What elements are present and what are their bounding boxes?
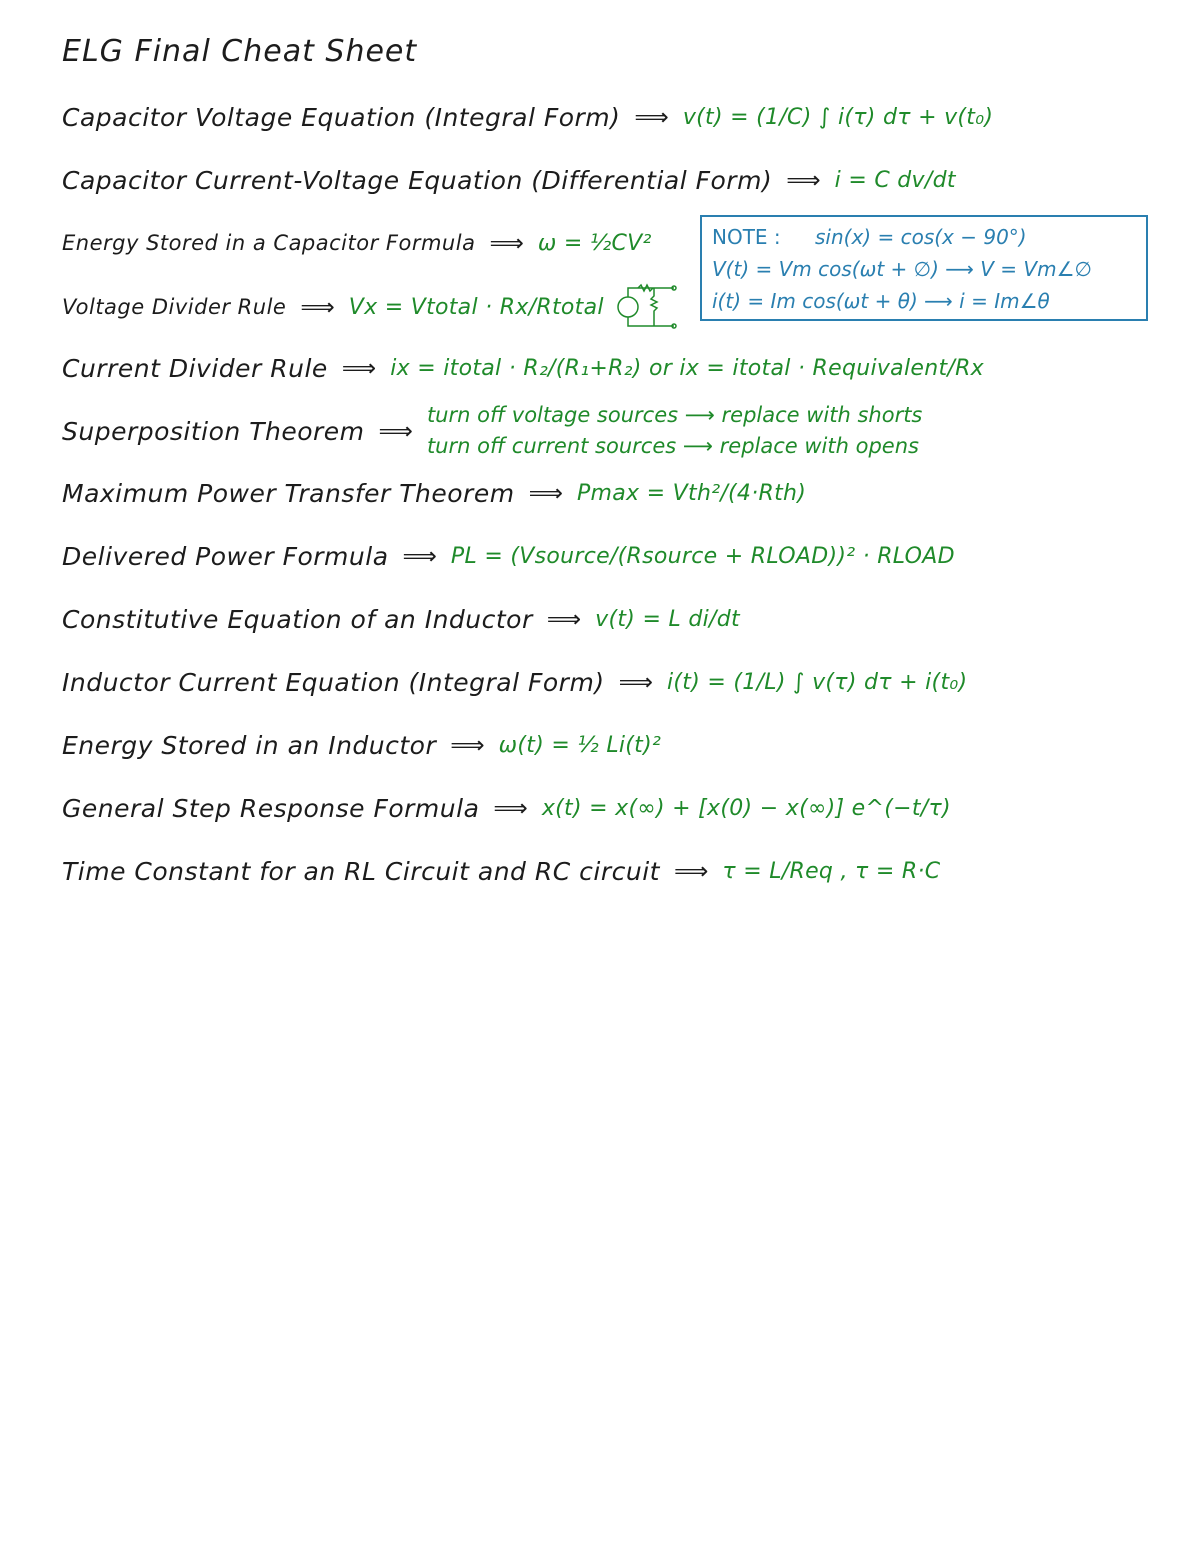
implies-arrow: ⟹ <box>528 479 563 507</box>
implies-arrow: ⟹ <box>300 293 335 321</box>
implies-arrow: ⟹ <box>546 605 582 633</box>
formula-row <box>62 594 740 644</box>
formula-row <box>62 783 951 833</box>
formula-equation: Pmax = Vth²/(4·Rth) <box>576 480 807 506</box>
formula-label: Time Constant for an RL Circuit and RC circuit <box>62 856 660 886</box>
formula-row <box>62 343 984 393</box>
implies-arrow: ⟹ <box>489 229 524 257</box>
formula-row <box>62 846 940 896</box>
implies-arrow: ⟹ <box>402 542 437 570</box>
note-line: i(t) = Im cos(ωt + θ) ⟶ i = Im∠θ <box>712 289 1050 313</box>
formula-row <box>62 720 661 770</box>
voltage-divider-circuit-icon <box>616 282 680 332</box>
formula-equation: ω = ½CV² <box>537 230 652 256</box>
formula-equation: τ = L/Req , τ = R·C <box>722 858 941 884</box>
formula-row <box>62 400 922 462</box>
formula-label: Constitutive Equation of an Inductor <box>62 604 533 634</box>
formula-row <box>62 155 956 205</box>
implies-arrow: ⟹ <box>786 166 821 194</box>
note-line <box>712 221 1136 253</box>
formula-equation: Vx = Vtotal · Rx/Rtotal <box>348 294 604 320</box>
formula-equation: i = C dv/dt <box>834 167 956 193</box>
formula-equation: PL = (Vsource/(Rsource + RLOAD))² · RLOAD <box>450 543 955 569</box>
implies-arrow: ⟹ <box>493 794 528 822</box>
note-line: V(t) = Vm cos(ωt + ∅) ⟶ V = Vm∠∅ <box>712 257 1092 281</box>
formula-label: Capacitor Current-Voltage Equation (Differential Form) <box>62 165 773 195</box>
formula-label: General Step Response Formula <box>62 793 480 823</box>
formula-row <box>62 218 652 268</box>
formula-equation: ω(t) = ½ Li(t)² <box>498 732 662 758</box>
superposition-step: turn off voltage sources ⟶ replace with shorts <box>426 403 923 427</box>
implies-arrow: ⟹ <box>341 354 377 382</box>
formula-label: Inductor Current Equation (Integral Form) <box>62 667 605 697</box>
formula-equation: v(t) = L di/dt <box>595 606 740 632</box>
formula-label: Maximum Power Transfer Theorem <box>62 478 515 508</box>
implies-arrow: ⟹ <box>378 417 413 445</box>
formula-label: Current Divider Rule <box>62 353 328 383</box>
formula-label: Voltage Divider Rule <box>62 295 287 319</box>
formula-equation: i(t) = (1/L) ∫ v(τ) dτ + i(t₀) <box>666 669 968 695</box>
formula-row <box>62 657 967 707</box>
implies-arrow: ⟹ <box>618 668 653 696</box>
formula-label: Energy Stored in an Inductor <box>62 730 437 760</box>
superposition-step: turn off current sources ⟶ replace with opens <box>426 434 919 458</box>
superposition-steps <box>427 400 922 462</box>
formula-row <box>62 468 806 518</box>
note-identity: sin(x) = cos(x − 90°) <box>815 225 1027 249</box>
formula-row <box>62 531 955 581</box>
implies-arrow: ⟹ <box>634 103 669 131</box>
formula-row <box>62 92 993 142</box>
implies-arrow: ⟹ <box>673 857 709 885</box>
formula-equation: ix = itotal · R₂/(R₁+R₂) or ix = itotal · Requivalent/Rx <box>390 355 984 381</box>
formula-label: Superposition Theorem <box>62 416 365 446</box>
formula-label: Delivered Power Formula <box>62 541 389 571</box>
note-heading: NOTE : <box>712 225 781 249</box>
formula-label: Energy Stored in a Capacitor Formula <box>62 231 476 255</box>
implies-arrow: ⟹ <box>450 731 485 759</box>
page-title: ELG Final Cheat Sheet <box>62 34 418 69</box>
formula-label: Capacitor Voltage Equation (Integral Form) <box>62 102 621 132</box>
formula-equation: x(t) = x(∞) + [x(0) − x(∞)] e^(−t/τ) <box>541 795 951 821</box>
phasor-note-box <box>700 215 1148 321</box>
formula-row <box>62 282 680 332</box>
formula-equation: v(t) = (1/C) ∫ i(τ) dτ + v(t₀) <box>682 104 994 130</box>
